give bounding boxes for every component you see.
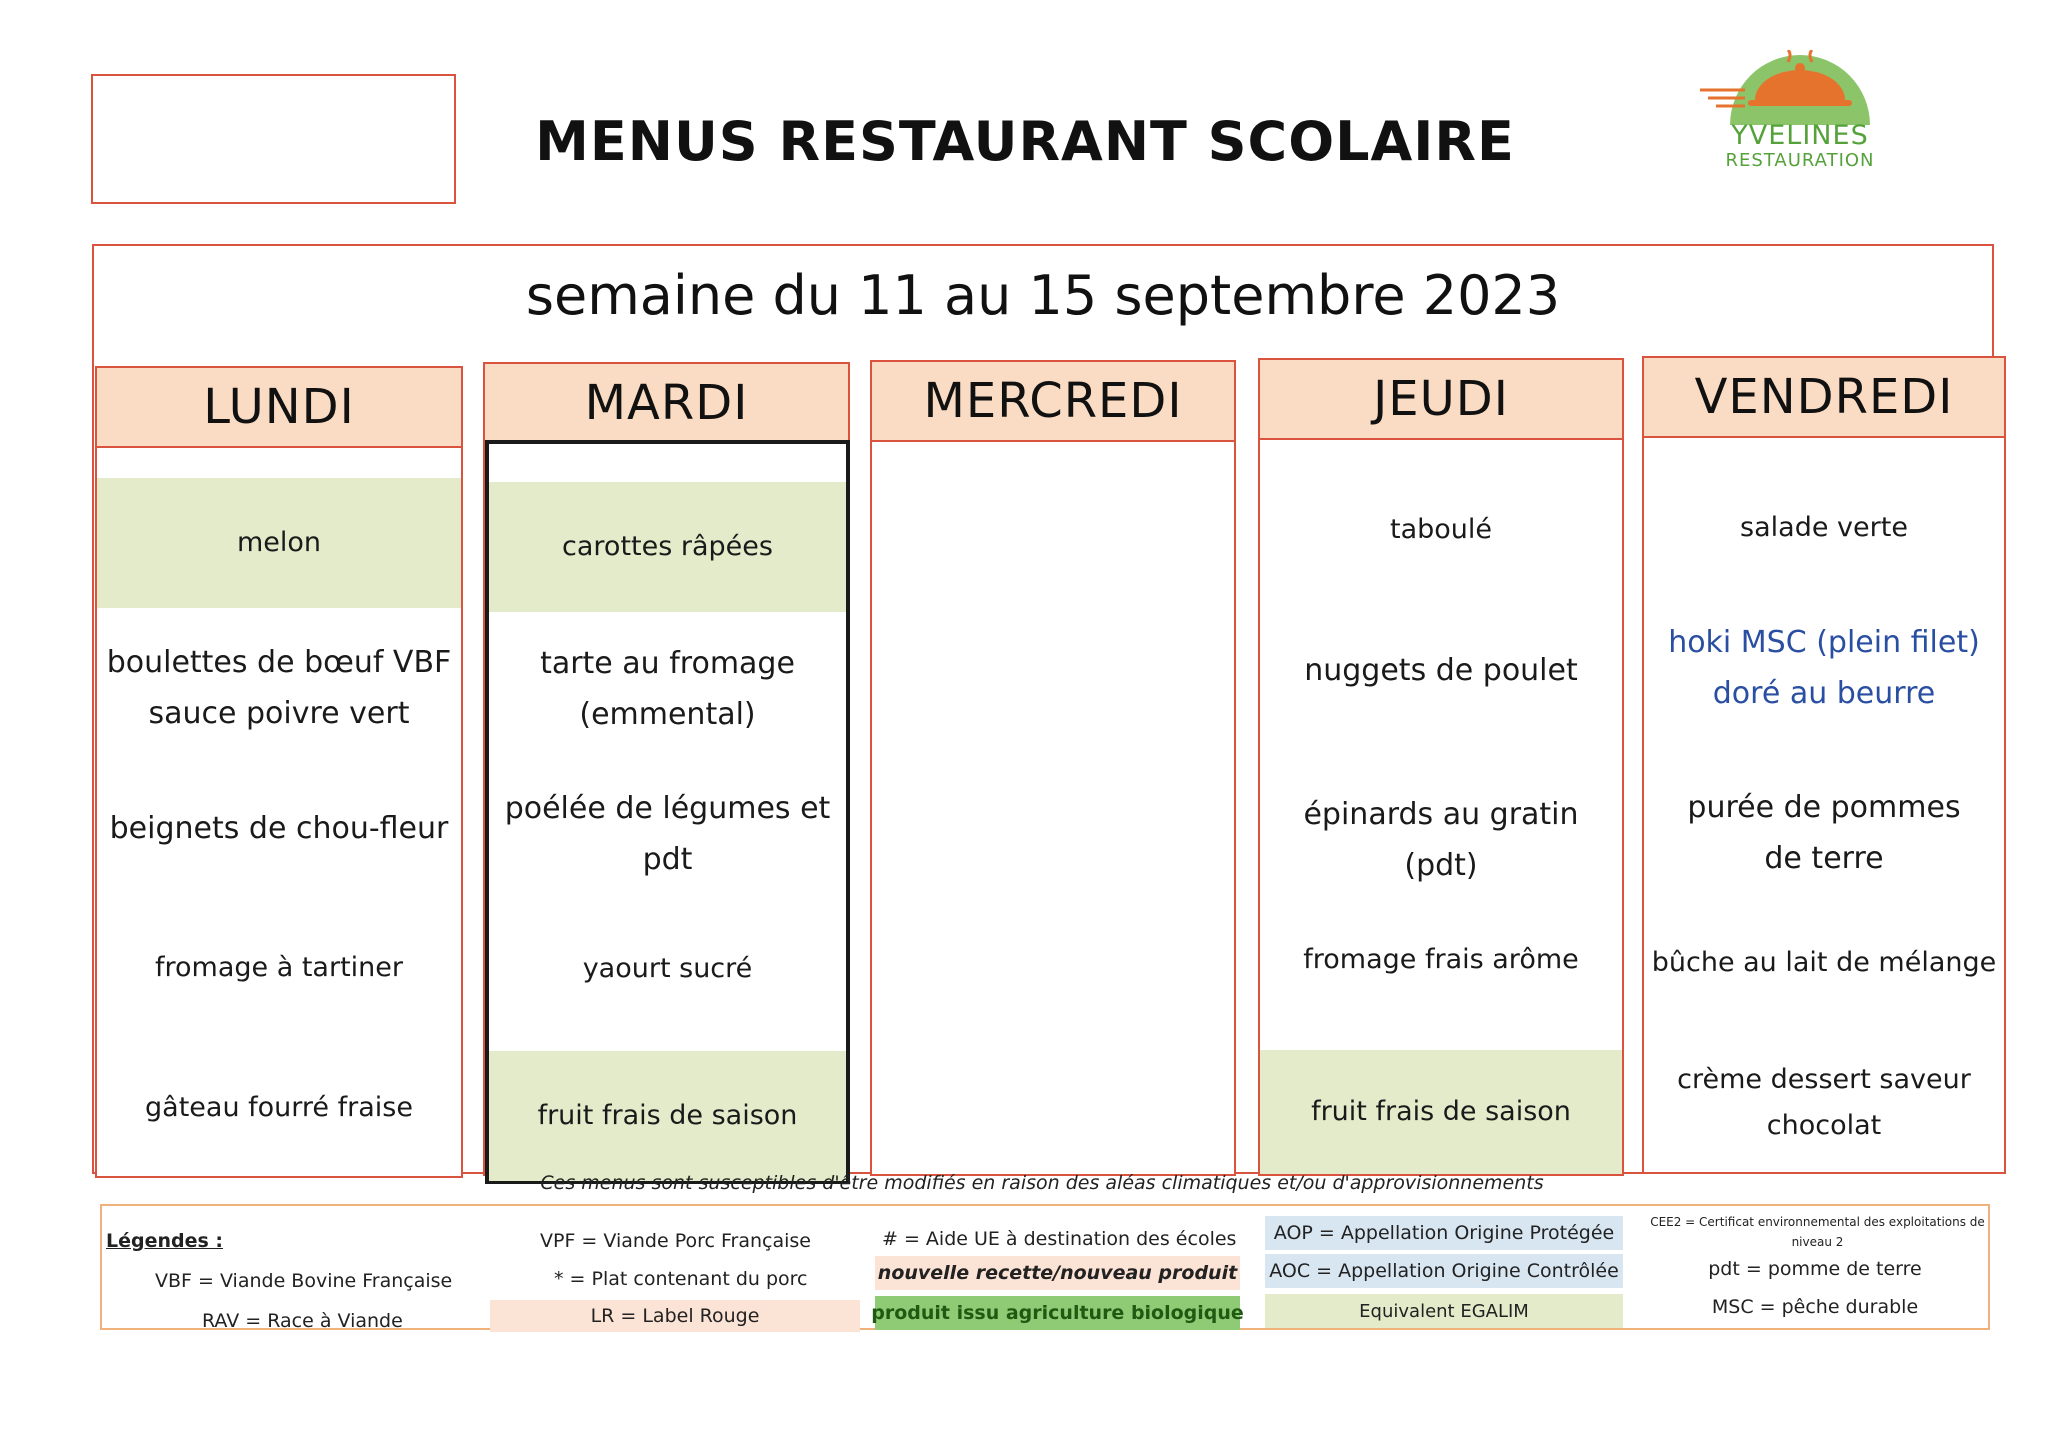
page-title: MENUS RESTAURANT SCOLAIRE <box>535 110 1515 173</box>
day-column-mercredi <box>870 360 1236 1176</box>
dish-accompagnement: purée de pommes de terre <box>1687 790 1961 876</box>
legend-porc: * = Plat contenant du porc <box>554 1268 808 1290</box>
day-header: JEUDI <box>1260 360 1622 440</box>
dish-entree: taboulé <box>1389 514 1492 546</box>
mardi-highlight-frame <box>485 440 850 1184</box>
dish-dessert: fruit frais de saison <box>489 1051 846 1181</box>
legend-title: Légendes : <box>106 1230 224 1252</box>
dish-fromage: fromage à tartiner <box>155 952 403 984</box>
dish-entree: salade verte <box>1740 512 1908 544</box>
legend-label-rouge: LR = Label Rouge <box>490 1300 860 1332</box>
day-header: MARDI <box>485 364 848 444</box>
day-column-jeudi <box>1258 358 1624 1176</box>
dish-entree: melon <box>97 478 461 608</box>
dish-dessert: crème dessert saveur chocolat <box>1677 1064 1971 1141</box>
dish-fromage: fromage frais arôme <box>1303 944 1579 976</box>
dish-plat: tarte au fromage (emmental) <box>540 646 795 732</box>
logo-brand-subtitle: RESTAURATION <box>1725 150 1875 171</box>
dish-plat: boulettes de bœuf VBF sauce poivre vert <box>106 645 452 731</box>
legend-egalim: Equivalent EGALIM <box>1265 1294 1623 1328</box>
legend-aop: AOP = Appellation Origine Protégée <box>1265 1216 1623 1250</box>
legend-aide-ue: # = Aide UE à destination des écoles <box>882 1228 1237 1250</box>
dish-accompagnement: beignets de chou-fleur <box>109 810 449 846</box>
dish-fromage: bûche au lait de mélange <box>1651 947 1997 979</box>
logo-brand-name: YVELINES <box>1731 120 1869 151</box>
legend-vpf: VPF = Viande Porc Française <box>540 1230 812 1252</box>
day-column-lundi <box>95 366 463 1178</box>
day-header: MERCREDI <box>872 362 1234 442</box>
legend-cee2: CEE2 = Certificat environnemental des exploitations de niveau 2 <box>1650 1215 1985 1250</box>
dish-accompagnement: épinards au gratin (pdt) <box>1303 797 1579 883</box>
dish-plat: nuggets de poulet <box>1304 652 1578 688</box>
dish-entree: carottes râpées <box>489 482 846 612</box>
legend-nouvelle-recette: nouvelle recette/nouveau produit <box>875 1256 1240 1290</box>
dish-fromage: yaourt sucré <box>582 953 753 985</box>
dish-dessert: fruit frais de saison <box>1260 1050 1622 1174</box>
legend-vbf: VBF = Viande Bovine Française <box>155 1270 453 1292</box>
dish-accompagnement: poélée de légumes et pdt <box>504 791 831 877</box>
day-header: LUNDI <box>97 368 461 448</box>
legend-bio: produit issu agriculture biologique <box>875 1296 1240 1330</box>
legend-rav: RAV = Race à Viande <box>202 1310 403 1332</box>
day-header: VENDREDI <box>1644 358 2004 438</box>
yvelines-restauration-logo <box>1700 50 1900 180</box>
dish-plat-msc: hoki MSC (plein filet) doré au beurre <box>1668 625 1980 711</box>
dish-dessert: gâteau fourré fraise <box>145 1092 413 1124</box>
school-name-box <box>91 74 456 204</box>
legend-msc: MSC = pêche durable <box>1711 1296 1919 1318</box>
day-column-vendredi <box>1642 356 2006 1174</box>
logo-chef-dish-icon <box>1700 50 1900 125</box>
disclaimer: Ces menus sont susceptibles d'être modifiés en raison des aléas climatiques et/ou d'approvisionnements <box>540 1172 1544 1194</box>
week-title: semaine du 11 au 15 septembre 2023 <box>525 264 1561 327</box>
legend-aoc: AOC = Appellation Origine Contrôlée <box>1265 1254 1623 1288</box>
legend-pdt: pdt = pomme de terre <box>1708 1258 1922 1280</box>
